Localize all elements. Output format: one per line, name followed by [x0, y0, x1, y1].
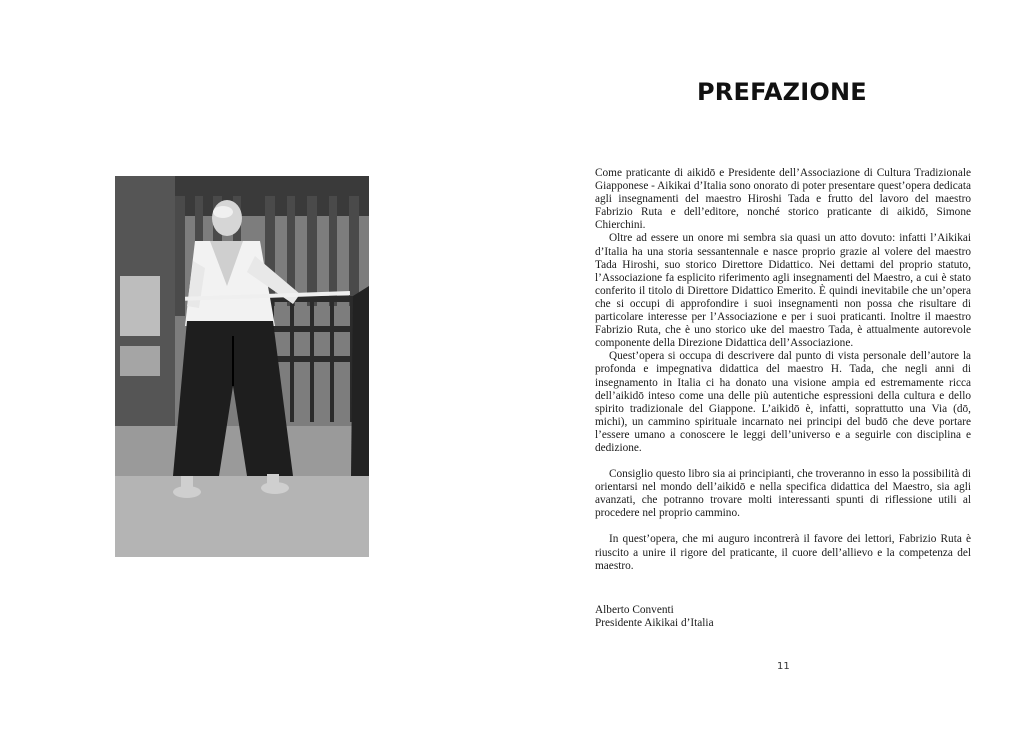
paragraph-5: In quest’opera, che mi auguro incontrerà il favore dei lettori, Fabrizio Ruta è riuscito a unire il rigore del praticante, il cuore dell’allievo e la competenza del maestro. — [595, 533, 971, 572]
page-title: PREFAZIONE — [697, 78, 867, 106]
signature-role: Presidente Aikikai d’Italia — [595, 617, 714, 630]
photo-illustration — [115, 176, 369, 557]
paragraph-3: Quest’opera si occupa di descrivere dal punto di vista personale dell’autore la profonda e impegnativa didattica del maestro H. Tada, che negli anni di insegnamento in Italia ci ha donato una visione ampia ed estremamente ricca dell’aikidō inteso come una delle più autentiche espressioni della cultura e dello spirito tradizionale del Giappone. L’aikidō è, infatti, soprattutto una Via (dō, michi), un cammino spirituale incarnato nei principi del budō che deve portare l’essere umano a conoscere le leggi dell’universo e a seguirle con disciplina e dedizione. — [595, 350, 971, 454]
paragraph-1: Come praticante di aikidō e Presidente dell’Associazione di Cultura Tradizionale Giapponese - Aikikai d’Italia sono onorato di poter presentare quest’opera dedicata agli insegnamenti del maestro Hiroshi Tada e frutto del lavoro del maestro Fabrizio Ruta e dell’editore, nonché storico praticante di aikidō, Simone Chierchini. — [595, 167, 971, 232]
preface-text — [595, 167, 971, 573]
signature-name: Alberto Conventi — [595, 604, 674, 616]
paragraph-4: Consiglio questo libro sia ai principianti, che troveranno in esso la possibilità di orientarsi nel mondo dell’aikidō e nella specifica didattica del Maestro, sia agli avanzati, che potranno trovare molti interessanti spunti di riflessione utili al procedere nel proprio cammino. — [595, 468, 971, 520]
photo-aikido-master — [115, 176, 369, 557]
signature-block — [595, 604, 714, 630]
page-number: 11 — [777, 661, 790, 672]
paragraph-2: Oltre ad essere un onore mi sembra sia quasi un atto dovuto: infatti l’Aikikai d’Italia ha una storia sessantennale e nasce proprio grazie al volere del maestro Tada Hiroshi, suo storico Direttore Didattico. Nei dettami del proprio statuto, l’Associazione fa esplicito riferimento agli insegnamenti del Maestro, a cui è stato conferito il titolo di Direttore Didattico Emerito. È quindi inevitabile che un’opera che si occupi di approfondire i suoi insegnamenti non possa che risultare di particolare interesse per l’Associazione e per i suoi praticanti. Inoltre il maestro Fabrizio Ruta, che è uno storico uke del maestro Tada, è attualmente autorevole componente della Direzione Didattica dell’Associazione. — [595, 232, 971, 350]
